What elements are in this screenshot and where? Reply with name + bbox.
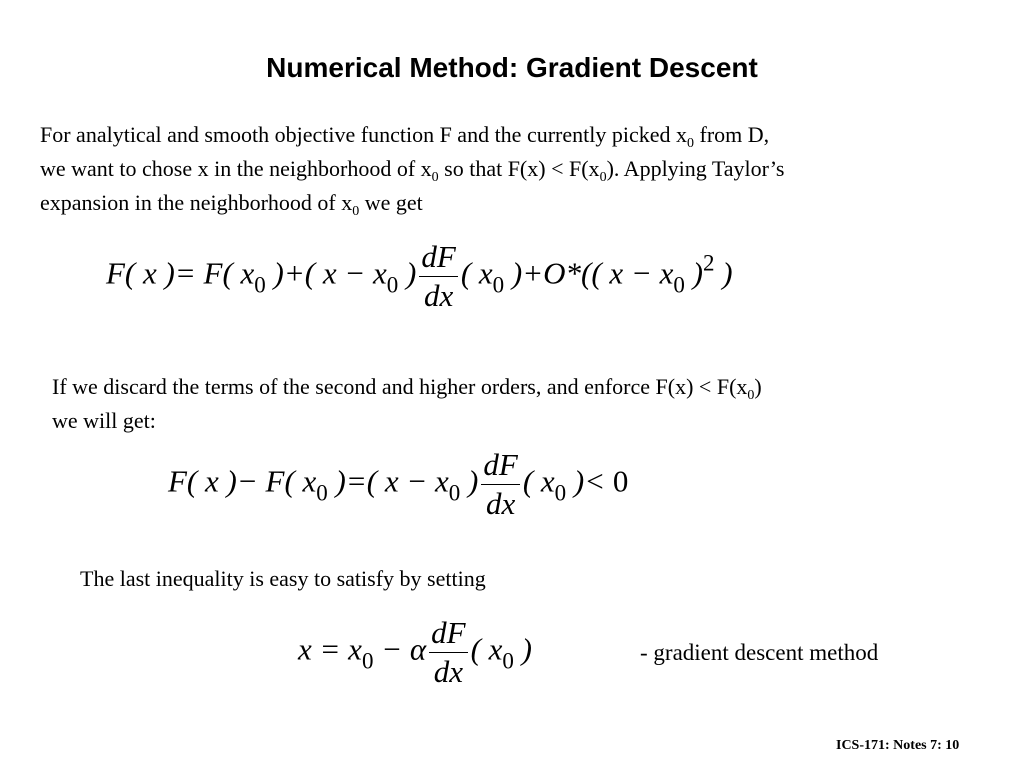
eq-part: ( x xyxy=(522,463,555,499)
eq-subscript: 0 xyxy=(673,272,685,298)
eq-part: ) xyxy=(513,631,532,667)
eq-subscript: 0 xyxy=(448,480,461,506)
eq-part: )+O*(( x − x xyxy=(504,255,674,291)
fraction-denominator: dx xyxy=(433,654,463,689)
intro-text: so that F(x) < F(x xyxy=(438,156,600,181)
eq-part: )+( x − x xyxy=(265,255,387,291)
eq-superscript: 2 xyxy=(702,250,715,276)
fraction-numerator: dF xyxy=(429,618,467,653)
eq-part: )=( x − x xyxy=(327,463,449,499)
subscript: 0 xyxy=(599,170,607,185)
intro-paragraph xyxy=(40,118,1020,220)
intro-text: we want to chose x in the neighborhood of x xyxy=(40,156,432,181)
eq-subscript: 0 xyxy=(386,272,399,298)
taylor-expansion-equation xyxy=(106,239,733,313)
discard-text: we will get: xyxy=(52,408,156,433)
slide-footer: ICS-171: Notes 7: 10 xyxy=(836,738,960,753)
subscript: 0 xyxy=(687,136,694,151)
subscript: 0 xyxy=(431,170,439,185)
eq-part: ) xyxy=(398,255,417,291)
eq-subscript: 0 xyxy=(492,272,505,298)
slide-title: Numerical Method: Gradient Descent xyxy=(266,52,758,83)
subscript: 0 xyxy=(352,204,360,219)
intro-text: For analytical and smooth objective function F and the currently picked x xyxy=(40,122,687,147)
eq-part: )< xyxy=(566,463,613,499)
discard-paragraph xyxy=(52,370,1012,438)
derivative-fraction xyxy=(481,447,519,521)
eq-subscript: 0 xyxy=(254,272,266,298)
eq-part: F( x )= F( x xyxy=(106,255,255,291)
eq-subscript: 0 xyxy=(316,480,328,506)
eq-part: 0 xyxy=(612,463,629,499)
fraction-numerator: dF xyxy=(419,242,457,277)
subscript: 0 xyxy=(747,388,755,403)
eq-part: ) xyxy=(460,463,479,499)
intro-text: expansion in the neighborhood of x xyxy=(40,190,353,215)
fraction-denominator: dx xyxy=(423,278,454,313)
eq-part: x = x xyxy=(298,631,362,667)
eq-subscript: 0 xyxy=(502,648,514,674)
eq-part: − α xyxy=(373,631,427,667)
intro-text: ). Applying Taylor’s xyxy=(606,156,785,181)
eq-part: ) xyxy=(684,255,703,291)
eq-part: F( x )− F( x xyxy=(168,463,317,499)
eq-subscript: 0 xyxy=(554,480,567,506)
setting-paragraph: The last inequality is easy to satisfy by setting xyxy=(80,566,486,591)
discard-text: ) xyxy=(754,374,762,399)
discard-text: If we discard the terms of the second and higher orders, and enforce F(x) < F(x xyxy=(52,374,748,399)
gradient-descent-update-equation xyxy=(298,615,532,689)
fraction-denominator: dx xyxy=(485,486,516,521)
derivative-fraction xyxy=(429,615,467,689)
eq-part: ( x xyxy=(470,631,503,667)
eq-part: ( x xyxy=(460,255,493,291)
method-label: - gradient descent method xyxy=(640,640,879,665)
eq-part: ) xyxy=(714,255,733,291)
intro-text: from D, xyxy=(694,122,770,147)
inequality-equation xyxy=(168,447,629,521)
fraction-numerator: dF xyxy=(481,450,519,485)
eq-subscript: 0 xyxy=(361,648,374,674)
intro-text: we get xyxy=(359,190,423,215)
derivative-fraction xyxy=(419,239,457,313)
